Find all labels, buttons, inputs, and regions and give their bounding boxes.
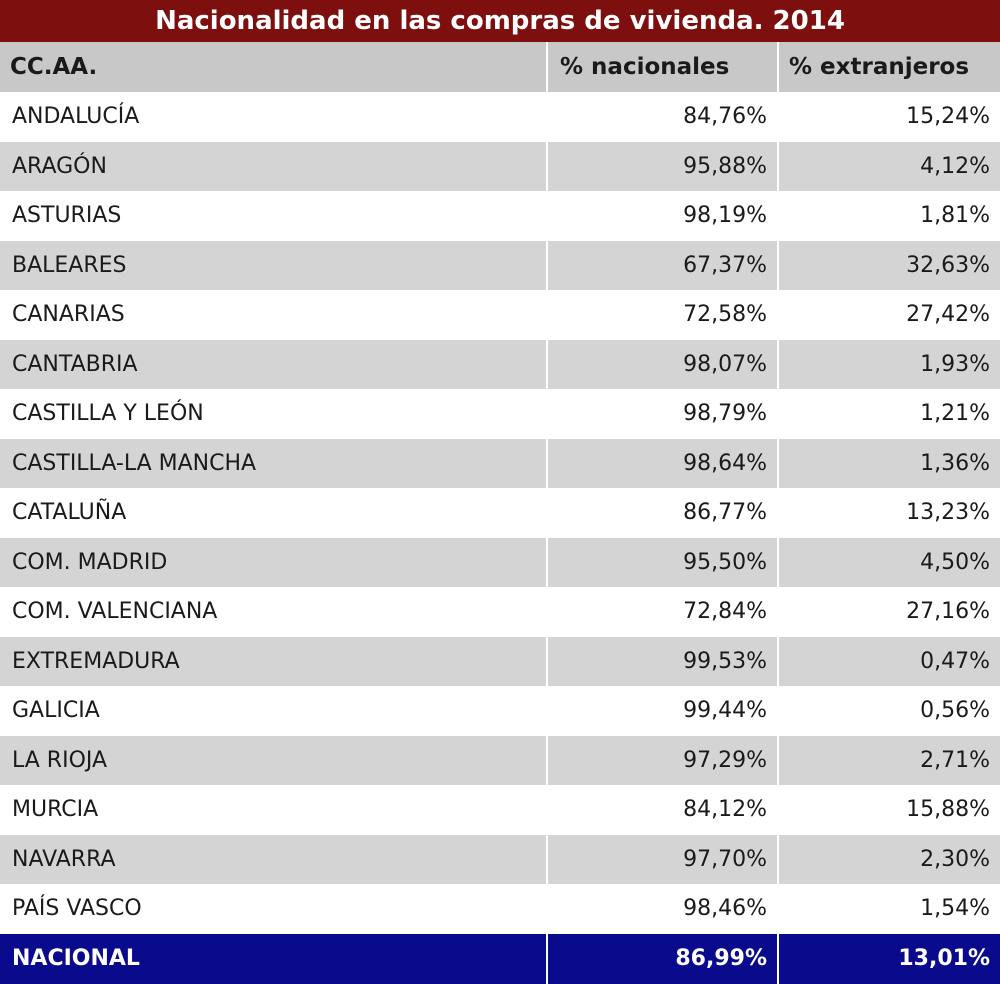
nacionales-cell: 99,44% <box>546 686 777 736</box>
extranjeros-cell: 32,63% <box>777 241 1000 291</box>
region-cell: CANARIAS <box>0 290 546 340</box>
total-region-cell: NACIONAL <box>0 934 546 984</box>
extranjeros-cell: 4,12% <box>777 142 1000 192</box>
region-cell: CASTILLA-LA MANCHA <box>0 439 546 489</box>
nacionales-cell: 99,53% <box>546 637 777 687</box>
nacionales-cell: 95,50% <box>546 538 777 588</box>
extranjeros-cell: 1,21% <box>777 389 1000 439</box>
column-header-region: CC.AA. <box>0 42 546 92</box>
header-row <box>0 42 1000 92</box>
region-cell: CASTILLA Y LEÓN <box>0 389 546 439</box>
region-cell: ANDALUCÍA <box>0 92 546 142</box>
nacionales-cell: 97,29% <box>546 736 777 786</box>
nacionales-cell: 67,37% <box>546 241 777 291</box>
extranjeros-cell: 0,47% <box>777 637 1000 687</box>
region-cell: ASTURIAS <box>0 191 546 241</box>
extranjeros-cell: 15,24% <box>777 92 1000 142</box>
table-row <box>0 884 1000 934</box>
extranjeros-cell: 1,81% <box>777 191 1000 241</box>
extranjeros-cell: 4,50% <box>777 538 1000 588</box>
table-title: Nacionalidad en las compras de vivienda. 2014 <box>0 0 1000 42</box>
region-cell: NAVARRA <box>0 835 546 885</box>
table-row <box>0 785 1000 835</box>
region-cell: MURCIA <box>0 785 546 835</box>
table-row <box>0 142 1000 192</box>
column-header-nacionales: % nacionales <box>546 42 777 92</box>
nacionales-cell: 98,79% <box>546 389 777 439</box>
table-row <box>0 538 1000 588</box>
total-nacionales-cell: 86,99% <box>546 934 777 984</box>
table-row <box>0 835 1000 885</box>
extranjeros-cell: 13,23% <box>777 488 1000 538</box>
region-cell: PAÍS VASCO <box>0 884 546 934</box>
nacionales-cell: 98,46% <box>546 884 777 934</box>
table-row <box>0 290 1000 340</box>
nacionales-cell: 72,58% <box>546 290 777 340</box>
nacionales-cell: 98,07% <box>546 340 777 390</box>
extranjeros-cell: 2,30% <box>777 835 1000 885</box>
region-cell: CANTABRIA <box>0 340 546 390</box>
extranjeros-cell: 27,16% <box>777 587 1000 637</box>
extranjeros-cell: 0,56% <box>777 686 1000 736</box>
nacionales-cell: 86,77% <box>546 488 777 538</box>
column-header-extranjeros: % extranjeros <box>777 42 1000 92</box>
region-cell: BALEARES <box>0 241 546 291</box>
region-cell: COM. MADRID <box>0 538 546 588</box>
region-cell: GALICIA <box>0 686 546 736</box>
nacionales-cell: 98,19% <box>546 191 777 241</box>
table-row <box>0 587 1000 637</box>
nacionales-cell: 97,70% <box>546 835 777 885</box>
table-row <box>0 191 1000 241</box>
extranjeros-cell: 2,71% <box>777 736 1000 786</box>
table-row <box>0 241 1000 291</box>
extranjeros-cell: 27,42% <box>777 290 1000 340</box>
nacionales-cell: 72,84% <box>546 587 777 637</box>
extranjeros-cell: 1,93% <box>777 340 1000 390</box>
region-cell: COM. VALENCIANA <box>0 587 546 637</box>
region-cell: LA RIOJA <box>0 736 546 786</box>
nacionales-cell: 84,76% <box>546 92 777 142</box>
data-table <box>0 42 1000 984</box>
table-row <box>0 637 1000 687</box>
table-row <box>0 686 1000 736</box>
total-row <box>0 934 1000 984</box>
extranjeros-cell: 15,88% <box>777 785 1000 835</box>
table-body <box>0 92 1000 984</box>
region-cell: CATALUÑA <box>0 488 546 538</box>
extranjeros-cell: 1,54% <box>777 884 1000 934</box>
nacionales-cell: 84,12% <box>546 785 777 835</box>
extranjeros-cell: 1,36% <box>777 439 1000 489</box>
table-row <box>0 439 1000 489</box>
nacionales-cell: 98,64% <box>546 439 777 489</box>
table-row <box>0 340 1000 390</box>
table-row <box>0 736 1000 786</box>
total-extranjeros-cell: 13,01% <box>777 934 1000 984</box>
table-row <box>0 389 1000 439</box>
region-cell: EXTREMADURA <box>0 637 546 687</box>
nacionales-cell: 95,88% <box>546 142 777 192</box>
region-cell: ARAGÓN <box>0 142 546 192</box>
table-row <box>0 92 1000 142</box>
table-row <box>0 488 1000 538</box>
